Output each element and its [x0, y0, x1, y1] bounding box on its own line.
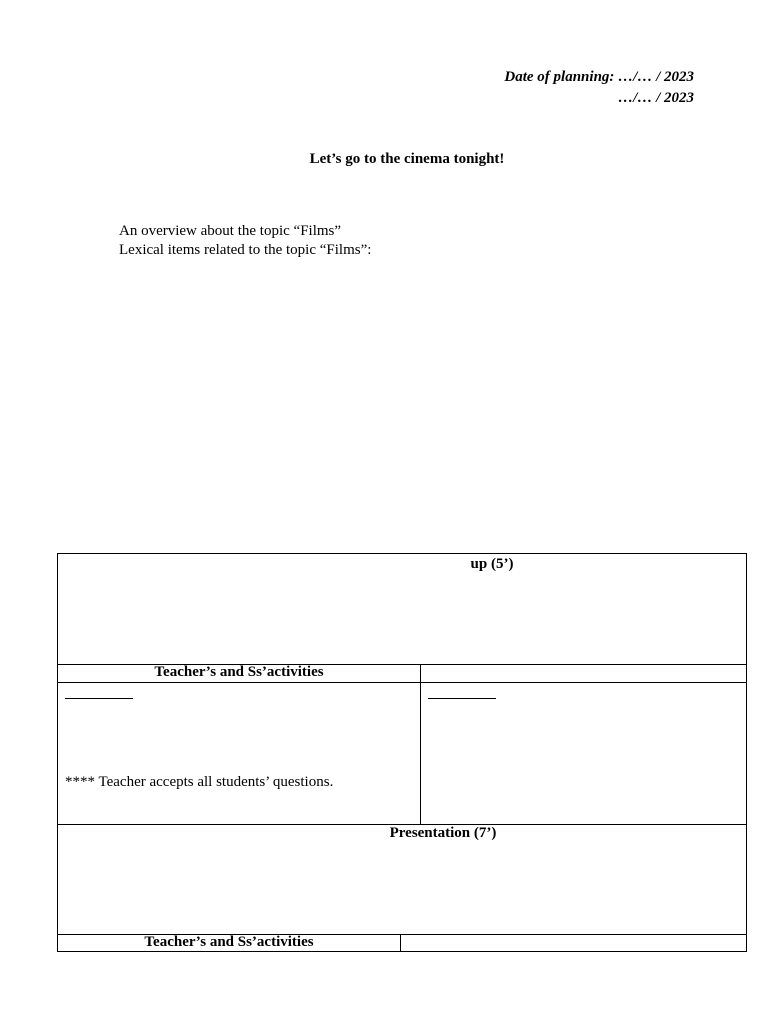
stage-heading-warmup: up (5’): [470, 556, 514, 572]
objective-line-1: An overview about the topic “Films”: [119, 223, 342, 239]
objective-line-2: Lexical items related to the topic “Films”:: [119, 242, 372, 258]
underline-mark-left: [65, 698, 133, 699]
column-heading-activities: Teacher’s and Ss’activities: [154, 664, 324, 680]
date-of-planning-line-2: …/… / 2023: [618, 90, 694, 106]
underline-mark-right: [428, 698, 496, 699]
table-rule: [58, 682, 746, 683]
column-divider: [400, 934, 401, 952]
lesson-stage-table: [57, 553, 747, 952]
stage-heading-presentation: Presentation (7’): [389, 825, 497, 841]
teacher-note: **** Teacher accepts all students’ questions.: [65, 774, 334, 790]
column-divider: [420, 664, 421, 824]
lesson-title: Let’s go to the cinema tonight!: [309, 151, 505, 167]
column-heading-activities-2: Teacher’s and Ss’activities: [144, 934, 314, 950]
date-of-planning-line-1: Date of planning: …/… / 2023: [504, 69, 694, 85]
